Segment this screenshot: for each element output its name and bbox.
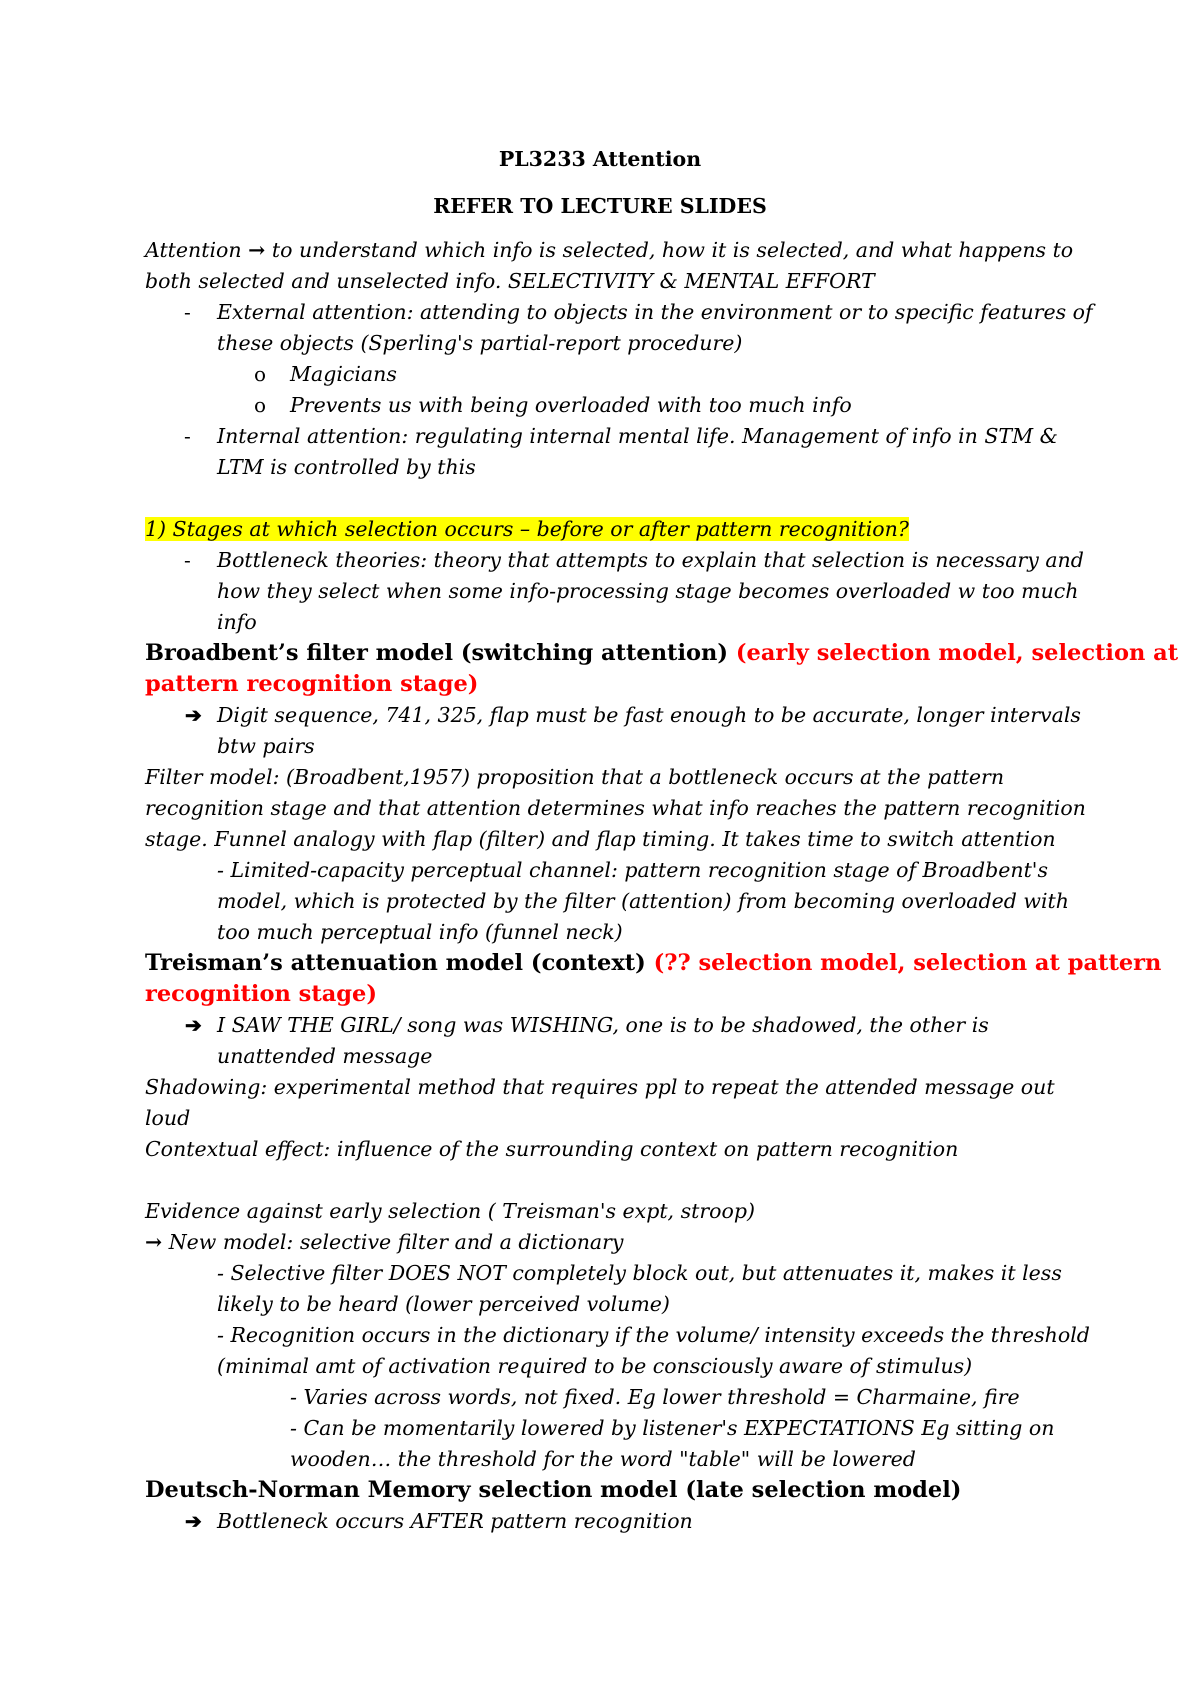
shadowing-line-1: Shadowing: experimental method that requires ppl to repeat the attended message out <box>145 1075 1055 1099</box>
intro-line-1 <box>145 235 1073 266</box>
limited-capacity-line-3: too much perceptual info (funnel neck) <box>217 920 623 944</box>
limited-capacity-line-2: model, which is protected by the filter (attention) from becoming overloaded with <box>217 889 1069 913</box>
broadbent-arrow-line-2: btw pairs <box>217 734 315 758</box>
filter-line-2: recognition stage and that attention determines what info reaches the pattern recognition <box>145 796 1086 820</box>
bottleneck-line-1: Bottleneck theories: theory that attempts to explain that selection is necessary and <box>217 548 1084 572</box>
bottleneck-line-3: info <box>217 610 257 634</box>
broadbent-arrow-line-1: Digit sequence, 741, 325, flap must be fast enough to be accurate, longer intervals <box>217 703 1081 727</box>
contextual-effect-line: Contextual effect: influence of the surrounding context on pattern recognition <box>145 1137 959 1161</box>
internal-line-1: Internal attention: regulating internal mental life. Management of info in STM & <box>217 424 1058 448</box>
circle-bullet-icon: o <box>254 362 267 386</box>
recognition-line-1: - Recognition occurs in the dictionary if the volume/ intensity exceeds the threshold <box>217 1323 1090 1347</box>
broadbent-heading-black: Broadbent’s filter model (switching attention) <box>145 640 736 666</box>
recognition-line-2: (minimal amt of activation required to be consciously aware of stimulus) <box>217 1354 973 1378</box>
external-sub-1: Magicians <box>290 362 397 386</box>
new-model-line <box>145 1227 624 1258</box>
treisman-heading-red-cont: recognition stage) <box>145 981 377 1007</box>
external-line-1: External attention: attending to objects in the environment or to specific features of <box>217 300 1093 324</box>
bold-arrow-icon: ➔ <box>185 703 202 727</box>
evidence-line: Evidence against early selection ( Treisman's expt, stroop) <box>145 1199 755 1223</box>
broadbent-heading-red-cont: pattern recognition stage) <box>145 671 479 697</box>
varies-line: - Varies across words, not fixed. Eg lower threshold = Charmaine, fire <box>290 1385 1020 1409</box>
treisman-heading-black: Treisman’s attenuation model (context) <box>145 950 654 976</box>
new-model-text: New model: selective filter and a dictionary <box>162 1230 624 1254</box>
dash-bullet-icon: - <box>184 548 191 572</box>
external-line-2: these objects (Sperling's partial-report procedure) <box>217 331 743 355</box>
filter-line-1: Filter model: (Broadbent,1957) proposition that a bottleneck occurs at the pattern <box>145 765 1005 789</box>
intro-prefix: Attention <box>145 238 242 262</box>
deutsch-arrow-line: Bottleneck occurs AFTER pattern recognition <box>217 1509 693 1533</box>
external-sub-2: Prevents us with being overloaded with too much info <box>290 393 852 417</box>
shadowing-line-2: loud <box>145 1106 191 1130</box>
stages-heading <box>145 514 909 545</box>
deutsch-norman-heading: Deutsch-Norman Memory selection model (late selection model) <box>145 1477 962 1503</box>
intro-line-2: both selected and unselected info. SELECTIVITY & MENTAL EFFORT <box>145 269 875 293</box>
bottleneck-line-2: how they select when some info-processing stage becomes overloaded w too much <box>217 579 1079 603</box>
selective-filter-line-2: likely to be heard (lower perceived volume) <box>217 1292 670 1316</box>
page-title: PL3233 Attention <box>498 147 702 171</box>
arrow-icon: → <box>145 1230 163 1254</box>
circle-bullet-icon: o <box>254 393 267 417</box>
treisman-heading-red: (?? selection model, selection at pattern <box>653 950 1162 976</box>
arrow-icon: → <box>248 238 266 262</box>
expectations-line-1: - Can be momentarily lowered by listener's EXPECTATIONS Eg sitting on <box>290 1416 1055 1440</box>
page-subtitle: REFER TO LECTURE SLIDES <box>433 194 767 218</box>
bold-arrow-icon: ➔ <box>185 1509 202 1533</box>
filter-line-3: stage. Funnel analogy with flap (filter) and flap timing. It takes time to switch attention <box>145 827 1056 851</box>
limited-capacity-line-1: - Limited-capacity perceptual channel: pattern recognition stage of Broadbent's <box>217 858 1048 882</box>
treisman-heading <box>145 948 1161 979</box>
internal-line-2: LTM is controlled by this <box>217 455 476 479</box>
bold-arrow-icon: ➔ <box>185 1013 202 1037</box>
expectations-line-2: wooden… the threshold for the word "table" will be lowered <box>290 1447 916 1471</box>
treisman-arrow-line-1: I SAW THE GIRL/ song was WISHING, one is to be shadowed, the other is <box>217 1013 989 1037</box>
intro-rest: to understand which info is selected, how it is selected, and what happens to <box>265 238 1074 262</box>
broadbent-heading <box>145 638 1178 669</box>
treisman-arrow-line-2: unattended message <box>217 1044 433 1068</box>
selective-filter-line-1: - Selective filter DOES NOT completely block out, but attenuates it, makes it less <box>217 1261 1062 1285</box>
dash-bullet-icon: - <box>184 424 191 448</box>
broadbent-heading-red: (early selection model, selection at <box>735 640 1179 666</box>
dash-bullet-icon: - <box>184 300 191 324</box>
highlighted-text: 1) Stages at which selection occurs – before or after pattern recognition? <box>145 517 909 541</box>
